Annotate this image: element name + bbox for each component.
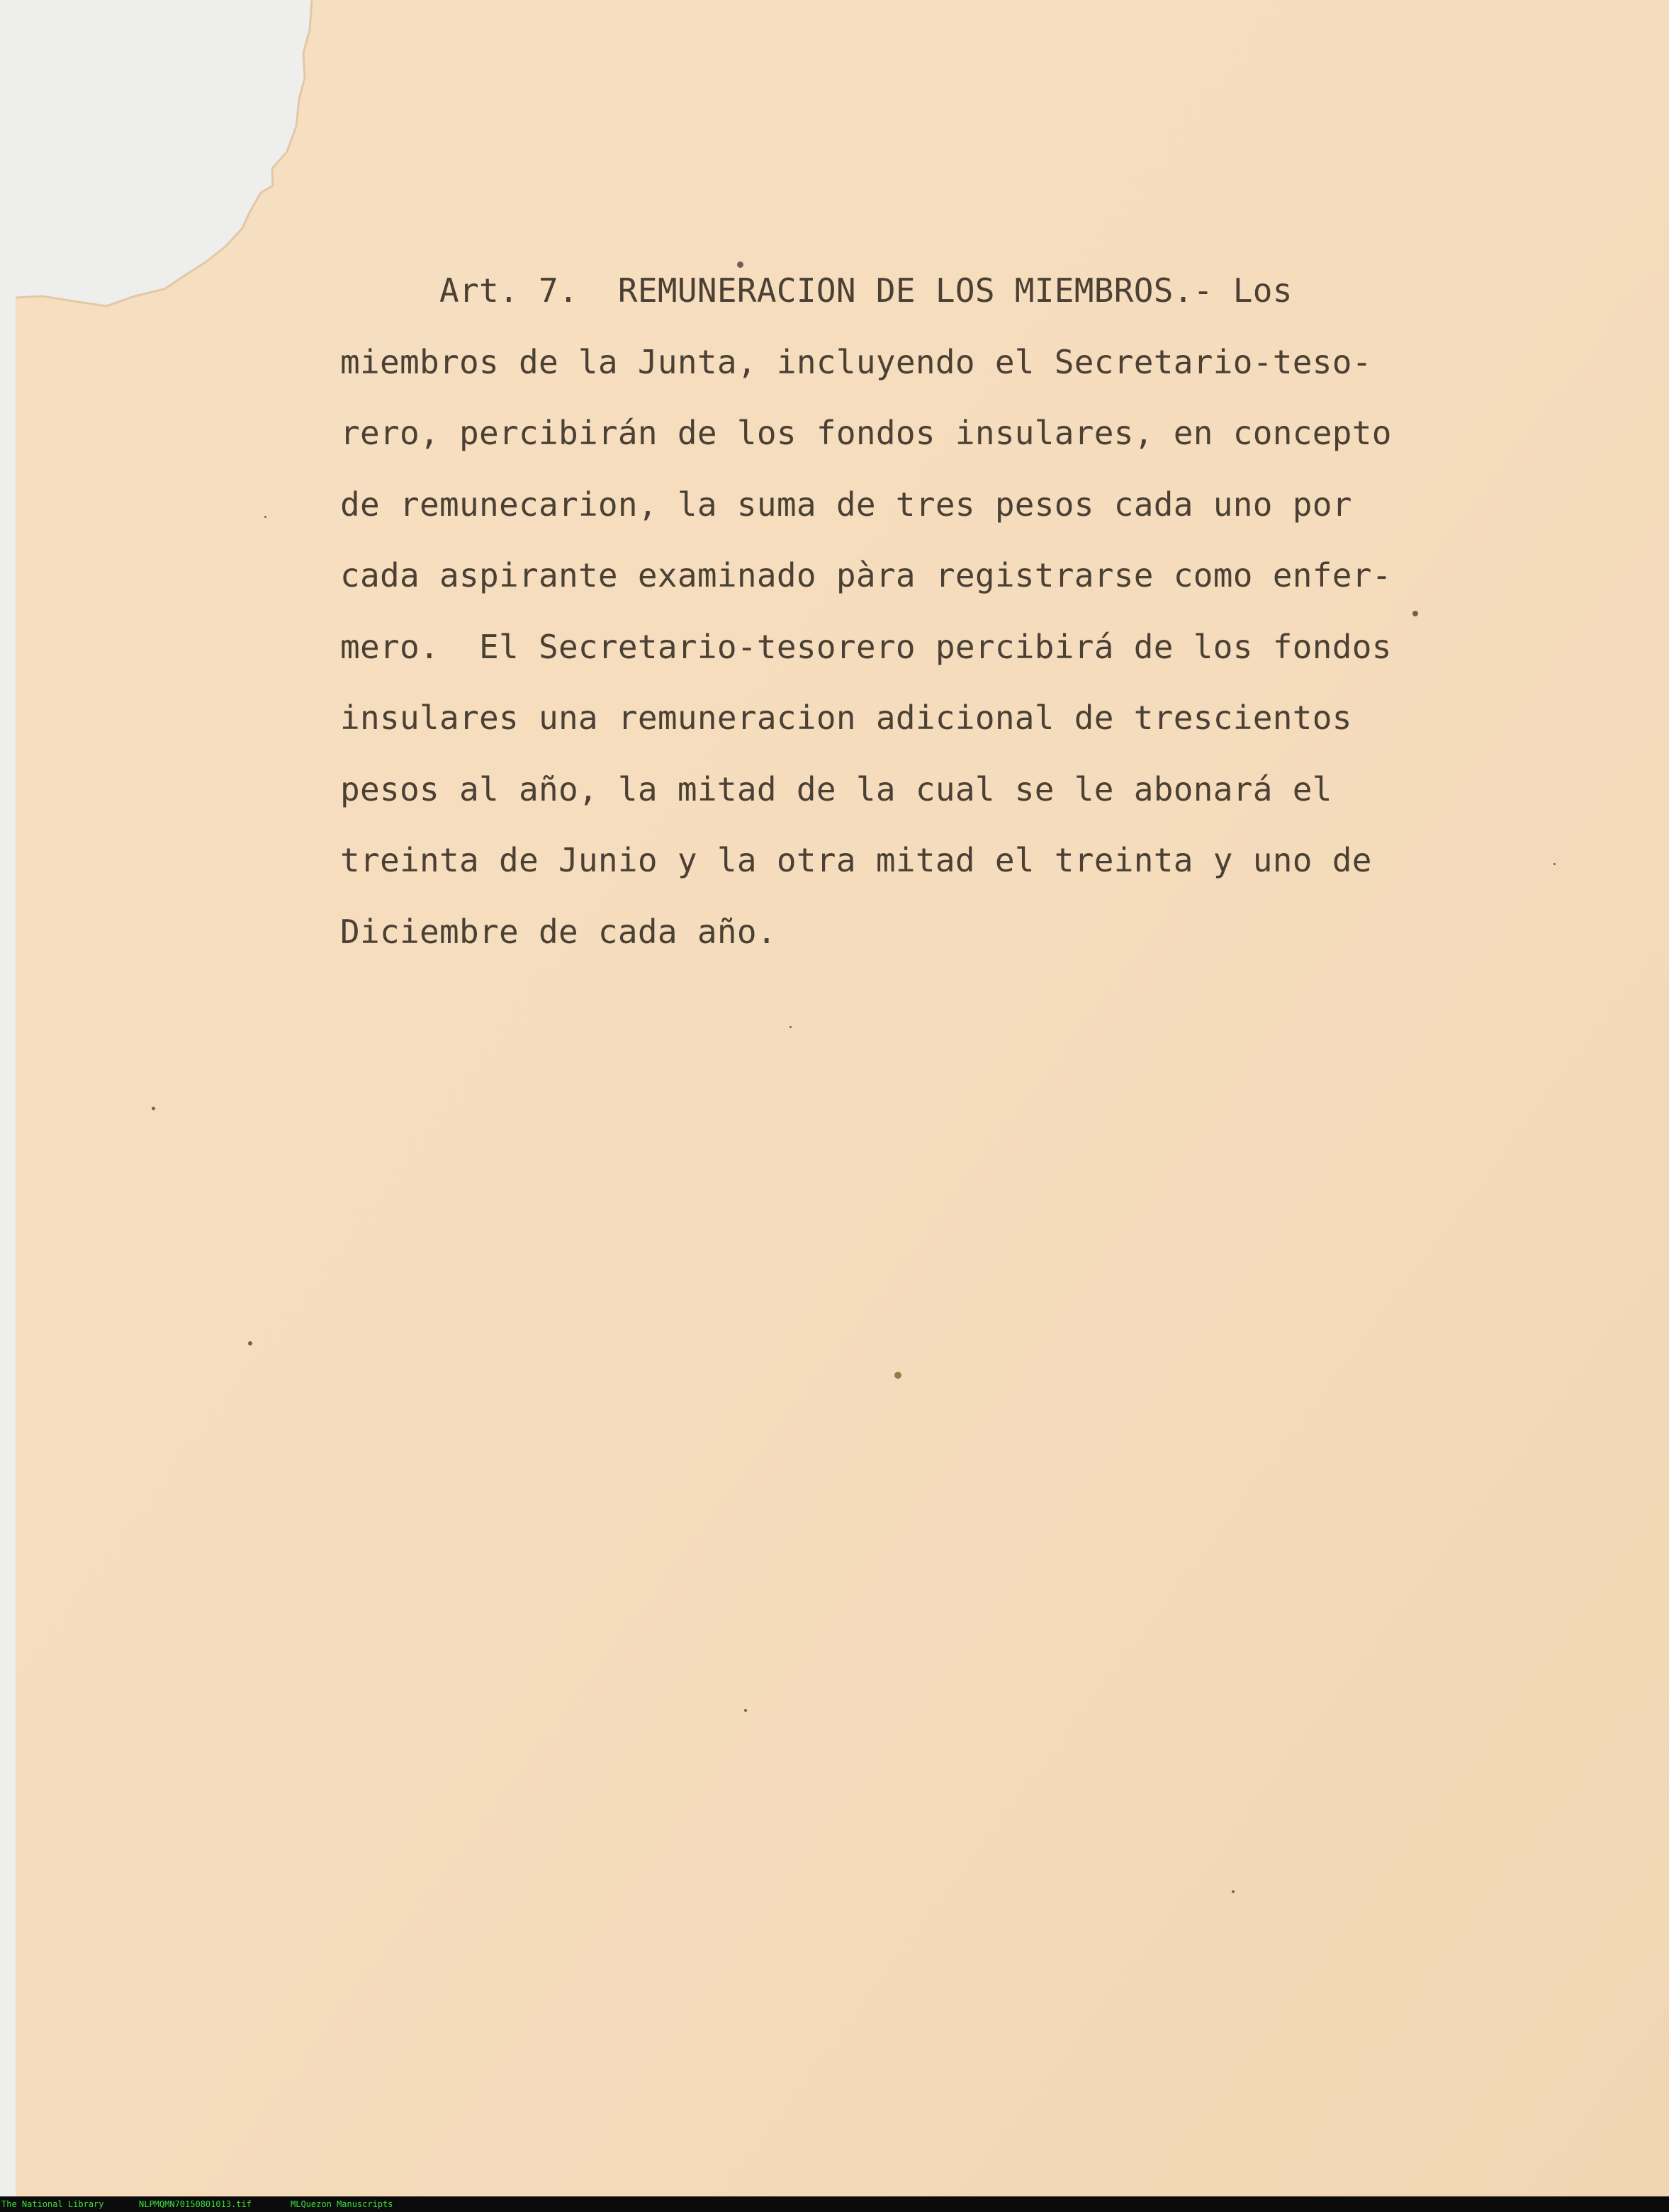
ink-speck: [789, 1026, 792, 1028]
footer-collection: MLQuezon Manuscripts: [291, 2199, 393, 2209]
ink-speck: [152, 1107, 155, 1110]
text-line: Art. 7. REMUNERACION DE LOS MIEMBROS.- Los: [340, 271, 1293, 310]
text-line: Diciembre de cada año.: [340, 912, 777, 951]
text-line: rero, percibirán de los fondos insulares, en concepto: [340, 414, 1392, 452]
text-line: insulares una remuneracion adicional de trescientos: [340, 699, 1352, 737]
footer-file: NLPMQMN70150801013.tif: [139, 2199, 252, 2209]
ink-speck: [264, 516, 266, 518]
text-line: de remunecarion, la suma de tres pesos cada uno por: [340, 485, 1352, 524]
text-line: mero. El Secretario-tesorero percibirá de los fondos: [340, 627, 1392, 666]
scan-footer-bar: [0, 2196, 1669, 2212]
ink-speck: [894, 1372, 901, 1379]
ink-speck: [744, 1709, 747, 1712]
ink-speck: [1232, 1890, 1235, 1893]
typed-text-block: [340, 255, 1502, 967]
ink-speck: [1553, 863, 1556, 865]
text-line: treinta de Junio y la otra mitad el treinta y uno de: [340, 841, 1372, 879]
footer-library: The National Library: [1, 2199, 104, 2209]
text-line: pesos al año, la mitad de la cual se le abonará el: [340, 769, 1332, 808]
text-line: cada aspirante examinado pàra registrarse como enfer-: [340, 556, 1392, 594]
ink-speck: [737, 261, 743, 268]
ink-speck: [248, 1341, 252, 1345]
ink-speck: [1412, 611, 1418, 616]
text-line: miembros de la Junta, incluyendo el Secretario-teso-: [340, 342, 1372, 381]
